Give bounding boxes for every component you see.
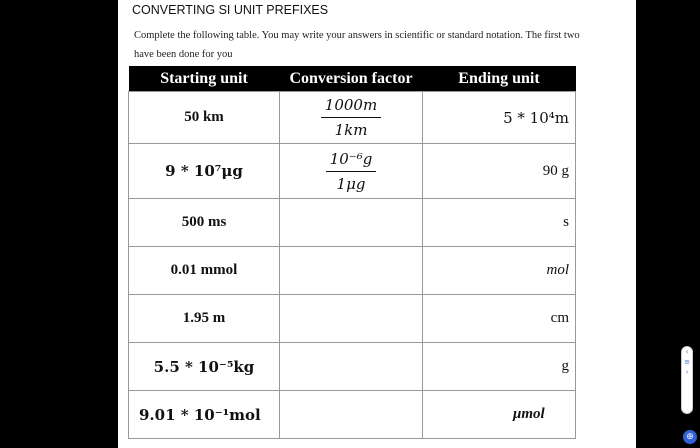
fraction [326, 149, 377, 194]
instructions-text: Complete the following table. You may write your answers in scientific or standard notation. The first two have been done for you [134, 30, 580, 60]
fraction-denominator: 1μg [336, 174, 366, 193]
header-starting-unit: Starting unit [129, 66, 280, 92]
ending-unit-cell: 90 g [423, 144, 576, 199]
table-row [129, 295, 576, 343]
ending-unit-cell: 5 * 10⁴m [423, 92, 576, 144]
starting-unit-cell: 0.01 mmol [129, 247, 280, 295]
ending-unit-cell: s [423, 199, 576, 247]
scroll-up-icon[interactable]: ‹ [685, 348, 689, 356]
table-row [129, 199, 576, 247]
conversion-table [128, 66, 576, 439]
table-row [129, 144, 576, 199]
conversion-factor-cell [280, 391, 423, 439]
conversion-factor-cell [280, 144, 423, 199]
conversion-factor-cell [280, 343, 423, 391]
starting-unit-cell: 500 ms [129, 199, 280, 247]
document-page [118, 0, 636, 448]
table-row [129, 92, 576, 144]
scroll-menu-icon[interactable]: ≡ [684, 358, 690, 366]
page-scroll-control[interactable] [681, 346, 693, 414]
ending-unit-cell: mol [423, 247, 576, 295]
table-row [129, 247, 576, 295]
header-conversion-factor: Conversion factor [280, 66, 423, 92]
starting-unit-cell: 9.01 * 10⁻¹mol [129, 391, 280, 439]
fraction-numerator: 1000m [321, 95, 381, 118]
conversion-factor-cell [280, 199, 423, 247]
conversion-factor-cell [280, 295, 423, 343]
scroll-down-icon[interactable]: › [685, 368, 689, 376]
table-row [129, 391, 576, 439]
starting-unit-cell: 50 km [129, 92, 280, 144]
conversion-factor-cell [280, 92, 423, 144]
table-header-row [129, 66, 576, 92]
conversion-factor-cell [280, 247, 423, 295]
fraction-denominator: 1km [334, 121, 368, 139]
starting-unit-cell: 5.5 * 10⁻⁵kg [129, 343, 280, 391]
ending-unit-cell: μmol [423, 391, 576, 439]
table-row [129, 343, 576, 391]
magnifier-icon[interactable]: ⊕ [683, 430, 697, 444]
header-ending-unit: Ending unit [423, 66, 576, 92]
ending-unit-cell: cm [423, 295, 576, 343]
starting-unit-cell: 1.95 m [129, 295, 280, 343]
fraction [321, 95, 381, 140]
fraction-numerator: 10⁻⁶g [326, 149, 377, 172]
ending-unit-cell: g [423, 343, 576, 391]
starting-unit-cell: 9 * 10⁷μg [129, 144, 280, 199]
page-title: CONVERTING SI UNIT PREFIXES [132, 3, 329, 17]
